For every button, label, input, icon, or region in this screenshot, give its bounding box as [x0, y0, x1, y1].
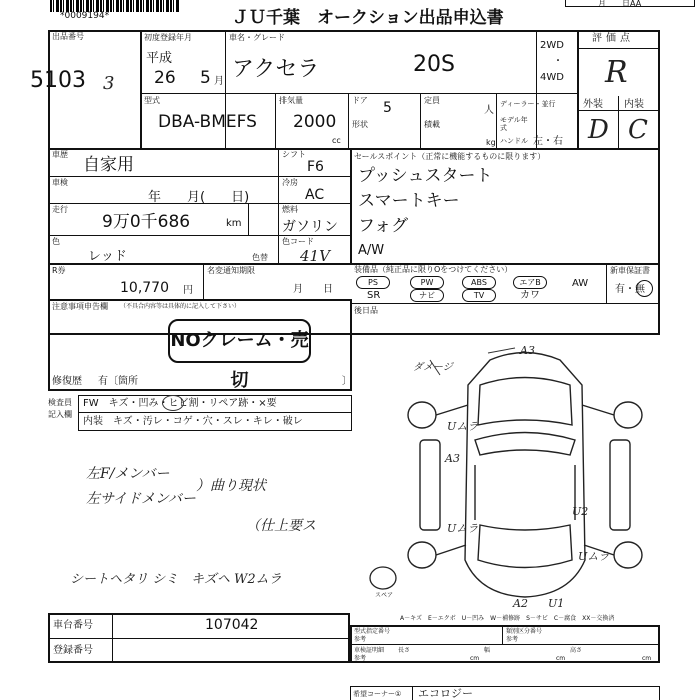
- lot-number: 5103: [30, 68, 86, 93]
- spare-label: スペア: [375, 592, 394, 599]
- displacement-unit: cc: [332, 136, 341, 145]
- damage-mark-right: U2: [572, 505, 589, 518]
- hand-note-4: （仕上要ス: [246, 518, 316, 534]
- color-code-label: 色コード: [282, 237, 314, 246]
- inspection-label: 車検: [52, 178, 68, 187]
- lot-label: 出品番号: [52, 32, 84, 41]
- history-label: 車歴: [52, 150, 68, 159]
- selling-points-label: セールスポイント（正常に機能するものに限ります）: [354, 152, 546, 161]
- interior-score: C: [628, 115, 648, 145]
- fuel: ガソリン: [282, 219, 338, 235]
- history: 自家用: [83, 155, 134, 175]
- hand-note-1: 左F/メンバー: [86, 466, 170, 482]
- hand-note-5: シートヘタリ シミ キズヘ W2ムラ: [70, 572, 282, 587]
- color-code: 41V: [300, 247, 330, 265]
- equipment-label: 装備品（純正品に限りOをつけてください）: [354, 265, 513, 274]
- equip-airbag: エアB: [513, 276, 547, 289]
- fuel-label: 燃料: [282, 205, 298, 214]
- no-claim-stamp: NOクレーム・売切: [168, 319, 311, 363]
- damage-mark-rear-right: Uムラ: [578, 550, 610, 563]
- displacement-label: 排気量: [279, 96, 303, 105]
- recycle-fee: 10,770: [120, 280, 169, 296]
- damage-mark-rear: A2: [513, 597, 528, 610]
- drive-4wd: 4WD: [540, 72, 564, 83]
- interior-label: 内装: [624, 99, 644, 110]
- desired-corner: エコロジー: [418, 687, 473, 700]
- recycle-label: R券: [52, 266, 66, 275]
- shift: F6: [307, 159, 324, 175]
- reg-month: 5: [200, 68, 211, 88]
- equip-abs: ABS: [462, 276, 496, 289]
- shape-label: 形状: [352, 120, 368, 129]
- damage-mark-door-left: A3: [445, 452, 460, 465]
- inspect-row-2: 内装 キズ・汚レ・コゲ・穴・スレ・キレ・破レ: [83, 416, 303, 427]
- warranty-value: 有・無: [615, 284, 645, 295]
- damage-legend: A－キズ E－エクボ U－凹み W－補修跡 S－サビ C－腐食 XX－交換済: [400, 615, 615, 622]
- repair-value: 有〔箇所: [98, 376, 138, 387]
- handle-value: 左・右: [533, 136, 563, 147]
- displacement: 2000: [293, 112, 337, 132]
- corner-date: 月 日AA: [598, 0, 642, 8]
- model-label: 車名・グレード: [229, 33, 285, 42]
- width-label: 幅: [484, 647, 491, 654]
- equip-leather: カワ: [520, 290, 540, 301]
- damage-mark-fender: Uムラ: [447, 420, 479, 433]
- capacity-label: 定員: [424, 96, 440, 105]
- dimensions-label: 車検証明細: [354, 647, 385, 654]
- hand-note-3: ）曲り現状: [196, 478, 266, 494]
- type-code-label: 型式: [144, 96, 160, 105]
- equip-sr: SR: [367, 290, 381, 301]
- width-unit: cm: [556, 655, 566, 662]
- damage-mark-roof: A3: [520, 344, 535, 357]
- color-change-label: 色替: [252, 253, 268, 262]
- mileage-label: 走行: [52, 205, 68, 214]
- handle-label: ハンドル: [500, 137, 528, 145]
- length-label: 長さ: [398, 647, 411, 654]
- inspection: 年 月( 日): [148, 190, 250, 205]
- type-designation-sub: 参考: [354, 636, 367, 643]
- score-label: 評価点: [592, 33, 634, 44]
- notes-sub-label: （不具合内容等は具体的に記入して下さい）: [120, 303, 241, 310]
- type-designation-label: 型式指定番号: [354, 628, 391, 635]
- reg-month-unit: 月: [214, 76, 224, 87]
- reg-date-label: 初度登録年月: [144, 33, 192, 42]
- recycle-unit: 円: [183, 285, 193, 296]
- selling-point-2: スマートキー: [358, 191, 460, 211]
- selling-point-1: プッシュスタート: [358, 166, 493, 186]
- equip-pw: PW: [410, 276, 444, 289]
- drive-2wd: 2WD: [540, 40, 564, 51]
- doors: 5: [383, 100, 392, 116]
- inspector-label-1: 検査員: [48, 398, 72, 407]
- shift-label: シフト: [282, 150, 306, 159]
- dimensions-sub: 参考: [354, 655, 367, 662]
- category-number-sub: 参考: [506, 636, 519, 643]
- name-change-label: 名変通知期限: [207, 266, 255, 275]
- ac-label: 冷房: [282, 178, 298, 187]
- mileage-unit: km: [226, 218, 242, 229]
- repair-label: 修復歴: [52, 376, 82, 387]
- registration-label: 登録番号: [53, 645, 93, 656]
- equip-aw: AW: [572, 278, 589, 289]
- equip-ps: PS: [356, 276, 390, 289]
- exterior-label: 外装: [583, 99, 603, 110]
- model-grade: 20S: [413, 52, 455, 77]
- color: レッド: [88, 249, 127, 264]
- reg-year: 26: [154, 68, 176, 88]
- selling-point-3: フォグ: [358, 216, 409, 236]
- mileage: 9万0千686: [102, 212, 191, 232]
- load-label: 積載: [424, 120, 440, 129]
- category-number-label: 類別区分番号: [506, 628, 543, 635]
- capacity-unit: 人: [484, 105, 494, 116]
- repair-end: 〕: [342, 376, 352, 387]
- color-label: 色: [52, 237, 60, 246]
- serial-number: *0009194*: [60, 11, 110, 21]
- model-name: アクセラ: [232, 57, 320, 82]
- selling-point-4: A/W: [358, 243, 385, 258]
- lot-suffix: 3: [103, 73, 115, 94]
- vehicle-number-label: 車台番号: [53, 620, 93, 631]
- name-change: 月 日: [293, 284, 333, 295]
- form-title: ＪＵ千葉 オークション出品申込書: [232, 8, 504, 28]
- dealer-label: ディーラー・並行: [500, 100, 556, 108]
- spare-tire-icon: [368, 565, 398, 591]
- inspector-label-2: 記入欄: [48, 410, 72, 419]
- damage-mark-rear-2: U1: [548, 597, 565, 610]
- notes-label: 注意事項申告欄: [52, 302, 108, 311]
- warranty-label: 新車保証書: [610, 266, 650, 275]
- exterior-score: D: [588, 115, 609, 145]
- desired-corner-label: 希望コーナー①: [353, 690, 402, 698]
- equip-tv: TV: [462, 289, 496, 302]
- type-code: DBA-BMEFS: [158, 112, 257, 132]
- aftermarket-label: 後日品: [354, 306, 378, 315]
- hand-note-2: 左サイドメンバー: [86, 491, 196, 507]
- reg-era: 平成: [146, 51, 173, 66]
- score-value: R: [605, 55, 628, 90]
- damage-mark-rear-left: Uムラ: [447, 522, 479, 535]
- car-damage-diagram: [400, 345, 660, 615]
- ac: AC: [305, 187, 325, 203]
- model-year-label: モデル年式: [500, 116, 528, 132]
- length-unit: cm: [470, 655, 480, 662]
- vehicle-number: 107042: [205, 617, 259, 633]
- equip-navi: ナビ: [410, 289, 444, 302]
- height-unit: cm: [642, 655, 652, 662]
- warranty-circle: [636, 280, 653, 297]
- doors-label: ドア: [352, 96, 368, 105]
- inspect-row-1: FW キズ・凹み・ヒビ割・リペア跡・×要: [83, 398, 277, 409]
- load-unit: kg: [486, 138, 496, 147]
- damage-mark-corner: ダメージ: [413, 362, 453, 373]
- height-label: 高さ: [570, 647, 583, 654]
